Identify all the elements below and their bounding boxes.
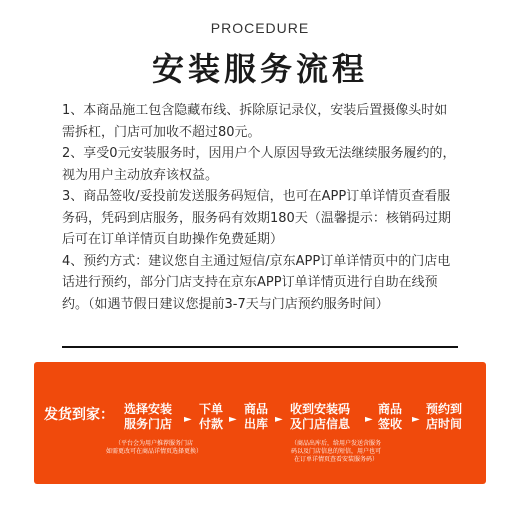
- page-title: 安装服务流程: [151, 50, 368, 88]
- flow-start-label: 发货到家：: [44, 407, 114, 423]
- flow-step-sign-receipt: 商品 签收: [378, 402, 403, 431]
- flow-step-dispatch: 商品 出库: [244, 402, 269, 431]
- paragraph-1: 1、本商品施工包含隐藏布线、拆除原记录仪，安装后置摄像头时如需拆杠，门店可加收不超过80元。: [62, 103, 448, 140]
- paragraph-2: 2、享受0元安装服务时，因用户个人原因导致无法继续服务履约的，视为用户主动放弃该权益。: [62, 146, 456, 183]
- paragraph-4: 4、预约方式：建议您自主通过短信/京东APP订单详情页中的门店电话进行预约，部分门店支持在京东APP订单详情页进行自助在线预约。（如遇节假日建议您提前3-7天与门店预约服务时间）: [62, 253, 451, 312]
- flow-step-order-pay: 下单 付款: [199, 402, 224, 431]
- arrow-right-icon: ►: [229, 414, 237, 425]
- flow-step-receive-code: 收到安装码 及门店信息: [290, 402, 351, 431]
- arrow-right-icon: ►: [365, 414, 373, 425]
- flow-step-book-time: 预约到 店时间: [426, 402, 463, 431]
- flow-note-code: （商品出库后，给用户发送含服务 码以及门店信息的短信，用户也可 在订单详情页查看安装服务码）: [290, 440, 381, 463]
- procedure-text: [62, 100, 458, 315]
- arrow-right-icon: ►: [412, 414, 420, 425]
- divider: [62, 346, 458, 348]
- arrow-right-icon: ►: [184, 414, 192, 425]
- flow-note-store: （平台会为用户推荐服务门店 如需更改可在商品详情页选择更换）: [105, 440, 202, 455]
- flow-step-select-store: 选择安装 服务门店: [124, 402, 173, 431]
- arrow-right-icon: ►: [275, 414, 283, 425]
- flow-banner: [34, 362, 486, 484]
- paragraph-3: 3、商品签收/妥投前发送服务码短信，也可在APP订单详情页查看服务码，凭码到店服务，服务码有效期180天（温馨提示：核销码过期后可在订单详情页自助操作免费延期）: [62, 189, 451, 247]
- procedure-eyebrow: PROCEDURE: [210, 20, 310, 36]
